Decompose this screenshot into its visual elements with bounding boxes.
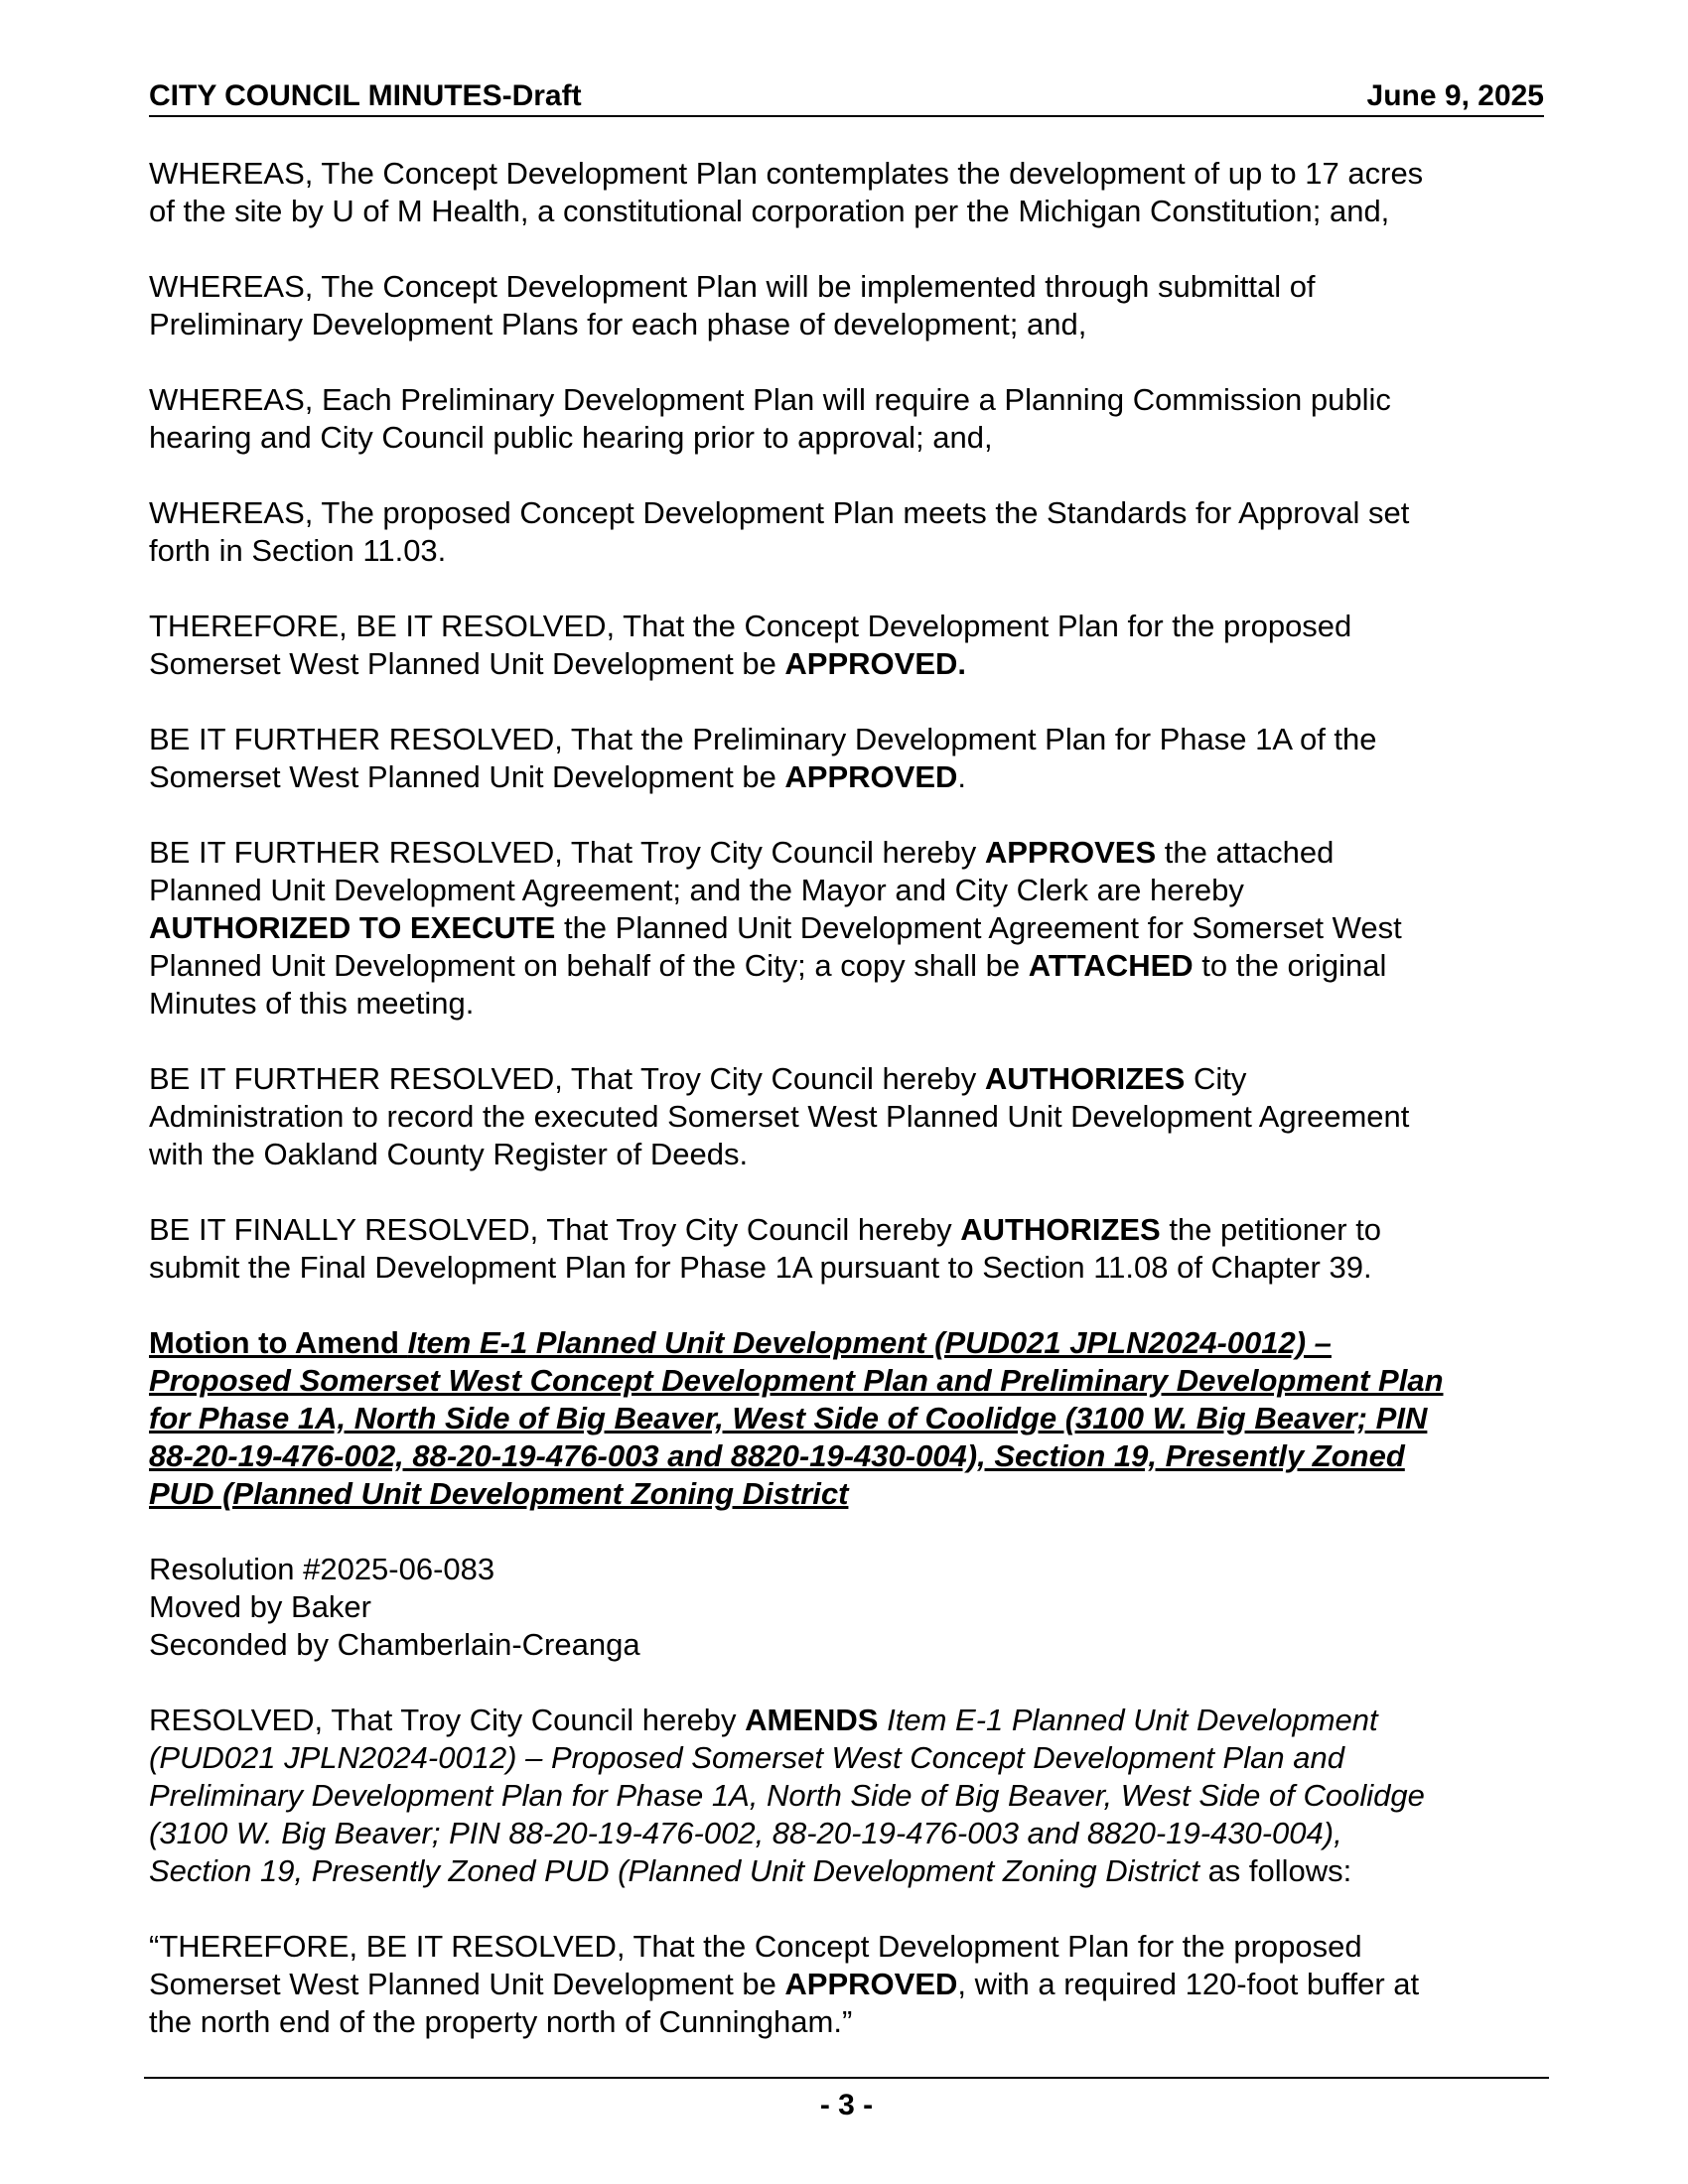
text-line: [149, 834, 1544, 872]
text-run: to the original: [1193, 948, 1387, 983]
italic-text: Section 19, Presently Zoned PUD (Planned Unit Development Zoning District: [149, 1853, 1199, 1888]
bold-text: APPROVES: [984, 835, 1157, 870]
text-line: [149, 155, 1544, 193]
bold-text: APPROVED: [784, 759, 958, 794]
text-run: with the Oakland County Register of Deeds.: [149, 1137, 749, 1171]
text-run: Preliminary Development Plans for each phase of development; and,: [149, 307, 1087, 341]
text-run: WHEREAS, The Concept Development Plan contemplates the development of up to 17 acres: [149, 156, 1424, 191]
text-run: WHEREAS, The proposed Concept Development Plan meets the Standards for Approval set: [149, 495, 1410, 530]
italic-text: PUD (Planned Unit Development Zoning District: [149, 1476, 849, 1511]
italic-text: Proposed Somerset West Concept Development Plan and Preliminary Development Plan: [149, 1363, 1444, 1398]
italic-text: for Phase 1A, North Side of Big Beaver, West Side of Coolidge (3100 W. Big Beaver; PIN: [149, 1401, 1428, 1435]
text-run: hearing and City Council public hearing prior to approval; and,: [149, 420, 993, 455]
resolution-paragraph: [149, 381, 1544, 457]
text-line: [149, 1815, 1544, 1852]
italic-text: 88-20-19-476-002, 88-20-19-476-003 and 8820-19-430-004), Section 19, Presently Zoned: [149, 1438, 1405, 1473]
text-run: Somerset West Planned Unit Development be: [149, 759, 785, 794]
text-run: the attached: [1156, 835, 1335, 870]
text-line: [149, 1739, 1544, 1777]
text-run: Minutes of this meeting.: [149, 986, 475, 1021]
text-run: WHEREAS, The Concept Development Plan will be implemented through submittal of: [149, 269, 1316, 304]
text-line: [149, 1966, 1544, 2003]
text-line: [149, 1400, 1544, 1437]
text-run: WHEREAS, Each Preliminary Development Plan will require a Planning Commission public: [149, 382, 1391, 417]
bold-text: AUTHORIZED TO EXECUTE: [149, 910, 556, 945]
text-line: [149, 1060, 1544, 1098]
italic-text: (3100 W. Big Beaver; PIN 88-20-19-476-002, 88-20-19-476-003 and 8820-19-430-004),: [149, 1816, 1342, 1850]
text-run: BE IT FURTHER RESOLVED, That Troy City Council hereby: [149, 1061, 985, 1096]
text-run: , with a required 120-foot buffer at: [957, 1967, 1420, 2001]
resolution-paragraphs: [149, 155, 1544, 1287]
text-line: [149, 872, 1544, 909]
italic-text: Item E-1 Planned Unit Development: [887, 1703, 1378, 1737]
resolution-info: [149, 1551, 1544, 1664]
text-line: [149, 193, 1544, 230]
text-run: BE IT FINALLY RESOLVED, That Troy City Council hereby: [149, 1212, 961, 1247]
resolution-paragraph: [149, 608, 1544, 683]
text-run: [878, 1703, 887, 1737]
page-number: - 3 -: [819, 2089, 874, 2121]
bold-text: AUTHORIZES: [984, 1061, 1186, 1096]
text-run: the petitioner to: [1160, 1212, 1382, 1247]
text-run: submit the Final Development Plan for Phase 1A pursuant to Section 11.08 of Chapter 39.: [149, 1250, 1372, 1285]
text-run: .: [957, 759, 967, 794]
text-line: [149, 494, 1544, 532]
motion-title: [149, 1324, 1544, 1513]
text-line: [149, 268, 1544, 306]
resolution-paragraph: [149, 155, 1544, 230]
bold-text: ATTACHED: [1028, 948, 1194, 983]
text-line: [149, 721, 1544, 758]
text-line: [149, 947, 1544, 985]
text-line: [149, 1702, 1544, 1739]
text-run: of the site by U of M Health, a constitutional corporation per the Michigan Constitution; and,: [149, 194, 1390, 228]
amended-text-quote: [149, 1928, 1544, 2041]
bold-text: APPROVED.: [784, 646, 967, 681]
text-line: [149, 608, 1544, 645]
italic-text: Item E-1 Planned Unit Development (PUD021 JPLN2024-0012) –: [407, 1325, 1332, 1360]
text-run: as follows:: [1198, 1853, 1352, 1888]
meeting-date: June 9, 2025: [1366, 79, 1544, 112]
resolution-paragraph: [149, 1211, 1544, 1287]
text-run: Somerset West Planned Unit Development be: [149, 646, 785, 681]
resolution-paragraph: [149, 1060, 1544, 1173]
text-run: Planned Unit Development Agreement; and the Mayor and City Clerk are hereby: [149, 873, 1244, 907]
text-run: the Planned Unit Development Agreement for Somerset West: [555, 910, 1402, 945]
moved-by: Moved by Baker: [149, 1589, 371, 1624]
resolution-paragraph: [149, 494, 1544, 570]
bold-text: AMENDS: [745, 1703, 879, 1737]
text-run: “THEREFORE, BE IT RESOLVED, That the Concept Development Plan for the proposed: [149, 1929, 1362, 1964]
italic-text: (PUD021 JPLN2024-0012) – Proposed Somerset West Concept Development Plan and: [149, 1740, 1344, 1775]
text-run: Somerset West Planned Unit Development be: [149, 1967, 785, 2001]
text-run: the north end of the property north of Cunningham.”: [149, 2004, 853, 2039]
text-line: [149, 381, 1544, 419]
resolution-paragraph: [149, 268, 1544, 343]
text-line: [149, 1475, 1544, 1513]
bold-text: AUTHORIZES: [960, 1212, 1161, 1247]
text-line: [149, 985, 1544, 1023]
text-run: City: [1185, 1061, 1247, 1096]
text-line: [149, 306, 1544, 343]
text-line: [149, 1928, 1544, 1966]
text-line: [149, 1437, 1544, 1475]
text-line: [149, 1324, 1544, 1362]
page-header: [149, 79, 1544, 117]
seconded-by: Seconded by Chamberlain-Creanga: [149, 1627, 640, 1662]
text-line: [149, 2003, 1544, 2041]
text-run: Planned Unit Development on behalf of the City; a copy shall be: [149, 948, 1029, 983]
text-line: [149, 1362, 1544, 1400]
text-line: [149, 532, 1544, 570]
text-line: [149, 1777, 1544, 1815]
text-line: [149, 1852, 1544, 1890]
text-line: [149, 1136, 1544, 1173]
text-line: [149, 758, 1544, 796]
text-run: RESOLVED, That Troy City Council hereby: [149, 1703, 746, 1737]
text-line: [149, 419, 1544, 457]
text-run: Administration to record the executed Somerset West Planned Unit Development Agreement: [149, 1099, 1410, 1134]
motion-heading: [149, 1324, 1544, 1513]
text-line: [149, 1249, 1544, 1287]
resolution-number: Resolution #2025-06-083: [149, 1552, 495, 1586]
text-line: [149, 1211, 1544, 1249]
bold-text: APPROVED: [784, 1967, 958, 2001]
text-line: [149, 1098, 1544, 1136]
document-page: [149, 79, 1544, 2079]
text-line: [149, 909, 1544, 947]
resolution-paragraph: [149, 721, 1544, 796]
text-run: Motion to Amend: [149, 1325, 408, 1360]
italic-text: Preliminary Development Plan for Phase 1A, North Side of Big Beaver, West Side of Coolidge: [149, 1778, 1425, 1813]
text-run: forth in Section 11.03.: [149, 533, 447, 568]
text-run: BE IT FURTHER RESOLVED, That Troy City Council hereby: [149, 835, 985, 870]
amend-resolution: [149, 1702, 1544, 1890]
text-run: BE IT FURTHER RESOLVED, That the Preliminary Development Plan for Phase 1A of the: [149, 722, 1377, 756]
document-title: CITY COUNCIL MINUTES-Draft: [149, 79, 582, 112]
text-line: [149, 645, 1544, 683]
text-run: THEREFORE, BE IT RESOLVED, That the Concept Development Plan for the proposed: [149, 609, 1352, 643]
minutes-body: [149, 155, 1544, 2041]
resolution-paragraph: [149, 834, 1544, 1023]
page-footer: [144, 2077, 1549, 2122]
